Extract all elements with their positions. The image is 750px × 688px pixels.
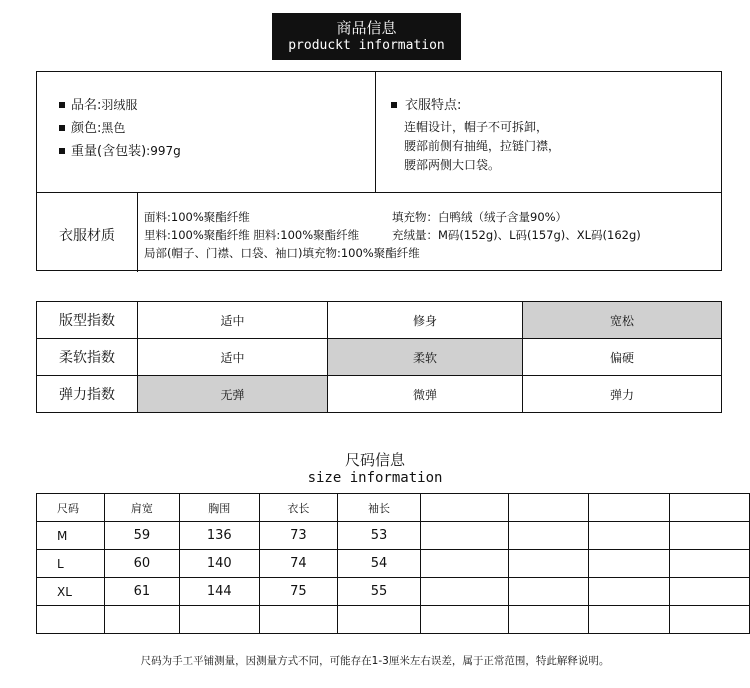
color-value: 黑色 — [101, 121, 126, 135]
index-table — [36, 301, 722, 413]
size-header-cell — [669, 494, 749, 522]
size-title-en: size information — [307, 470, 443, 486]
index-label: 柔软指数 — [37, 339, 138, 376]
divider — [137, 192, 138, 272]
index-option-selected: 柔软 — [328, 339, 523, 376]
size-cell: 61 — [104, 578, 179, 606]
size-cell — [588, 550, 669, 578]
size-header-cell: 袖长 — [338, 494, 420, 522]
weight-value: :997g — [146, 144, 181, 158]
name-value: 羽绒服 — [101, 98, 138, 112]
table-row — [37, 578, 750, 606]
size-cell: 55 — [338, 578, 420, 606]
index-row-softness — [37, 339, 722, 376]
table-row — [37, 522, 750, 550]
material-details — [144, 208, 420, 262]
size-table — [36, 493, 750, 634]
size-header-cell: 肩宽 — [104, 494, 179, 522]
index-option: 微弹 — [328, 376, 523, 413]
size-cell — [37, 606, 105, 634]
size-cell — [669, 522, 749, 550]
size-cell: 53 — [338, 522, 420, 550]
index-row-fit — [37, 302, 722, 339]
index-option: 偏硬 — [523, 339, 722, 376]
size-cell — [669, 550, 749, 578]
index-label: 版型指数 — [37, 302, 138, 339]
header-title-cn: 商品信息 — [336, 19, 397, 37]
size-cell — [508, 578, 588, 606]
feature-item: 腰部前侧有抽绳，拉链门襟， — [404, 139, 561, 153]
material-fabric: 面料:100%聚酯纤维 — [144, 210, 250, 224]
size-header-cell — [420, 494, 508, 522]
size-title-cn: 尺码信息 — [344, 451, 405, 469]
size-cell — [420, 578, 508, 606]
size-cell — [420, 522, 508, 550]
bullet-icon — [59, 102, 65, 108]
index-option: 弹力 — [523, 376, 722, 413]
size-cell: M — [37, 522, 105, 550]
header-banner — [272, 13, 461, 60]
size-cell: 75 — [259, 578, 338, 606]
size-header-row — [37, 494, 750, 522]
size-cell: 140 — [179, 550, 259, 578]
size-header-cell: 胸围 — [179, 494, 259, 522]
size-cell — [259, 606, 338, 634]
bullet-icon — [391, 102, 397, 108]
size-header-cell: 衣长 — [259, 494, 338, 522]
size-cell: 144 — [179, 578, 259, 606]
size-header-cell — [508, 494, 588, 522]
product-info-box — [36, 71, 722, 271]
weight-row — [59, 140, 181, 163]
divider — [37, 192, 721, 193]
size-title — [0, 451, 750, 487]
size-cell — [588, 606, 669, 634]
filling-type: 填充物：白鸭绒（绒子含量90%） — [392, 210, 568, 224]
material-lining: 里料:100%聚酯纤维 胆料:100%聚酯纤维 — [144, 228, 360, 242]
size-header-cell — [588, 494, 669, 522]
size-cell — [420, 606, 508, 634]
features-title: 衣服特点: — [405, 98, 462, 113]
size-cell — [669, 606, 749, 634]
size-cell: L — [37, 550, 105, 578]
size-cell — [508, 522, 588, 550]
features — [391, 96, 560, 175]
material-partial: 局部(帽子、门襟、口袋、袖口)填充物:100%聚酯纤维 — [144, 246, 420, 260]
table-row — [37, 606, 750, 634]
color-label: 颜色: — [71, 121, 102, 136]
size-cell: 74 — [259, 550, 338, 578]
size-cell — [420, 550, 508, 578]
size-cell: 73 — [259, 522, 338, 550]
filling-details — [392, 208, 641, 244]
index-option: 适中 — [138, 302, 328, 339]
size-cell: 59 — [104, 522, 179, 550]
index-option-selected: 无弹 — [138, 376, 328, 413]
material-title: 衣服材质 — [59, 228, 115, 244]
features-title-row — [391, 96, 560, 116]
size-note: 尺码为手工平铺测量，因测量方式不同，可能存在1-3厘米左右误差，属于正常范围，特此解释说明。 — [140, 655, 610, 667]
size-cell: 136 — [179, 522, 259, 550]
index-row-elasticity — [37, 376, 722, 413]
size-cell — [338, 606, 420, 634]
index-option: 适中 — [138, 339, 328, 376]
name-label: 品名: — [71, 98, 102, 113]
weight-label: 重量(含包装) — [71, 144, 147, 159]
size-cell — [508, 550, 588, 578]
size-cell — [104, 606, 179, 634]
color-row — [59, 117, 181, 140]
filling-amount: 充绒量：M码(152g)、L码(157g)、XL码(162g) — [392, 228, 641, 242]
bullet-icon — [59, 148, 65, 154]
size-cell — [588, 522, 669, 550]
feature-item: 腰部两侧大口袋。 — [404, 158, 501, 172]
size-cell: 54 — [338, 550, 420, 578]
bullet-icon — [59, 125, 65, 131]
size-cell: 60 — [104, 550, 179, 578]
size-header-cell: 尺码 — [37, 494, 105, 522]
index-label: 弹力指数 — [37, 376, 138, 413]
size-cell: XL — [37, 578, 105, 606]
index-option-selected: 宽松 — [523, 302, 722, 339]
divider — [375, 72, 376, 192]
basic-info — [59, 94, 181, 163]
feature-item: 连帽设计，帽子不可拆卸， — [404, 120, 549, 134]
index-option: 修身 — [328, 302, 523, 339]
size-cell — [179, 606, 259, 634]
name-row — [59, 94, 181, 117]
table-row — [37, 550, 750, 578]
size-cell — [669, 578, 749, 606]
header-title-en: produckt information — [288, 38, 445, 53]
size-cell — [508, 606, 588, 634]
size-cell — [588, 578, 669, 606]
